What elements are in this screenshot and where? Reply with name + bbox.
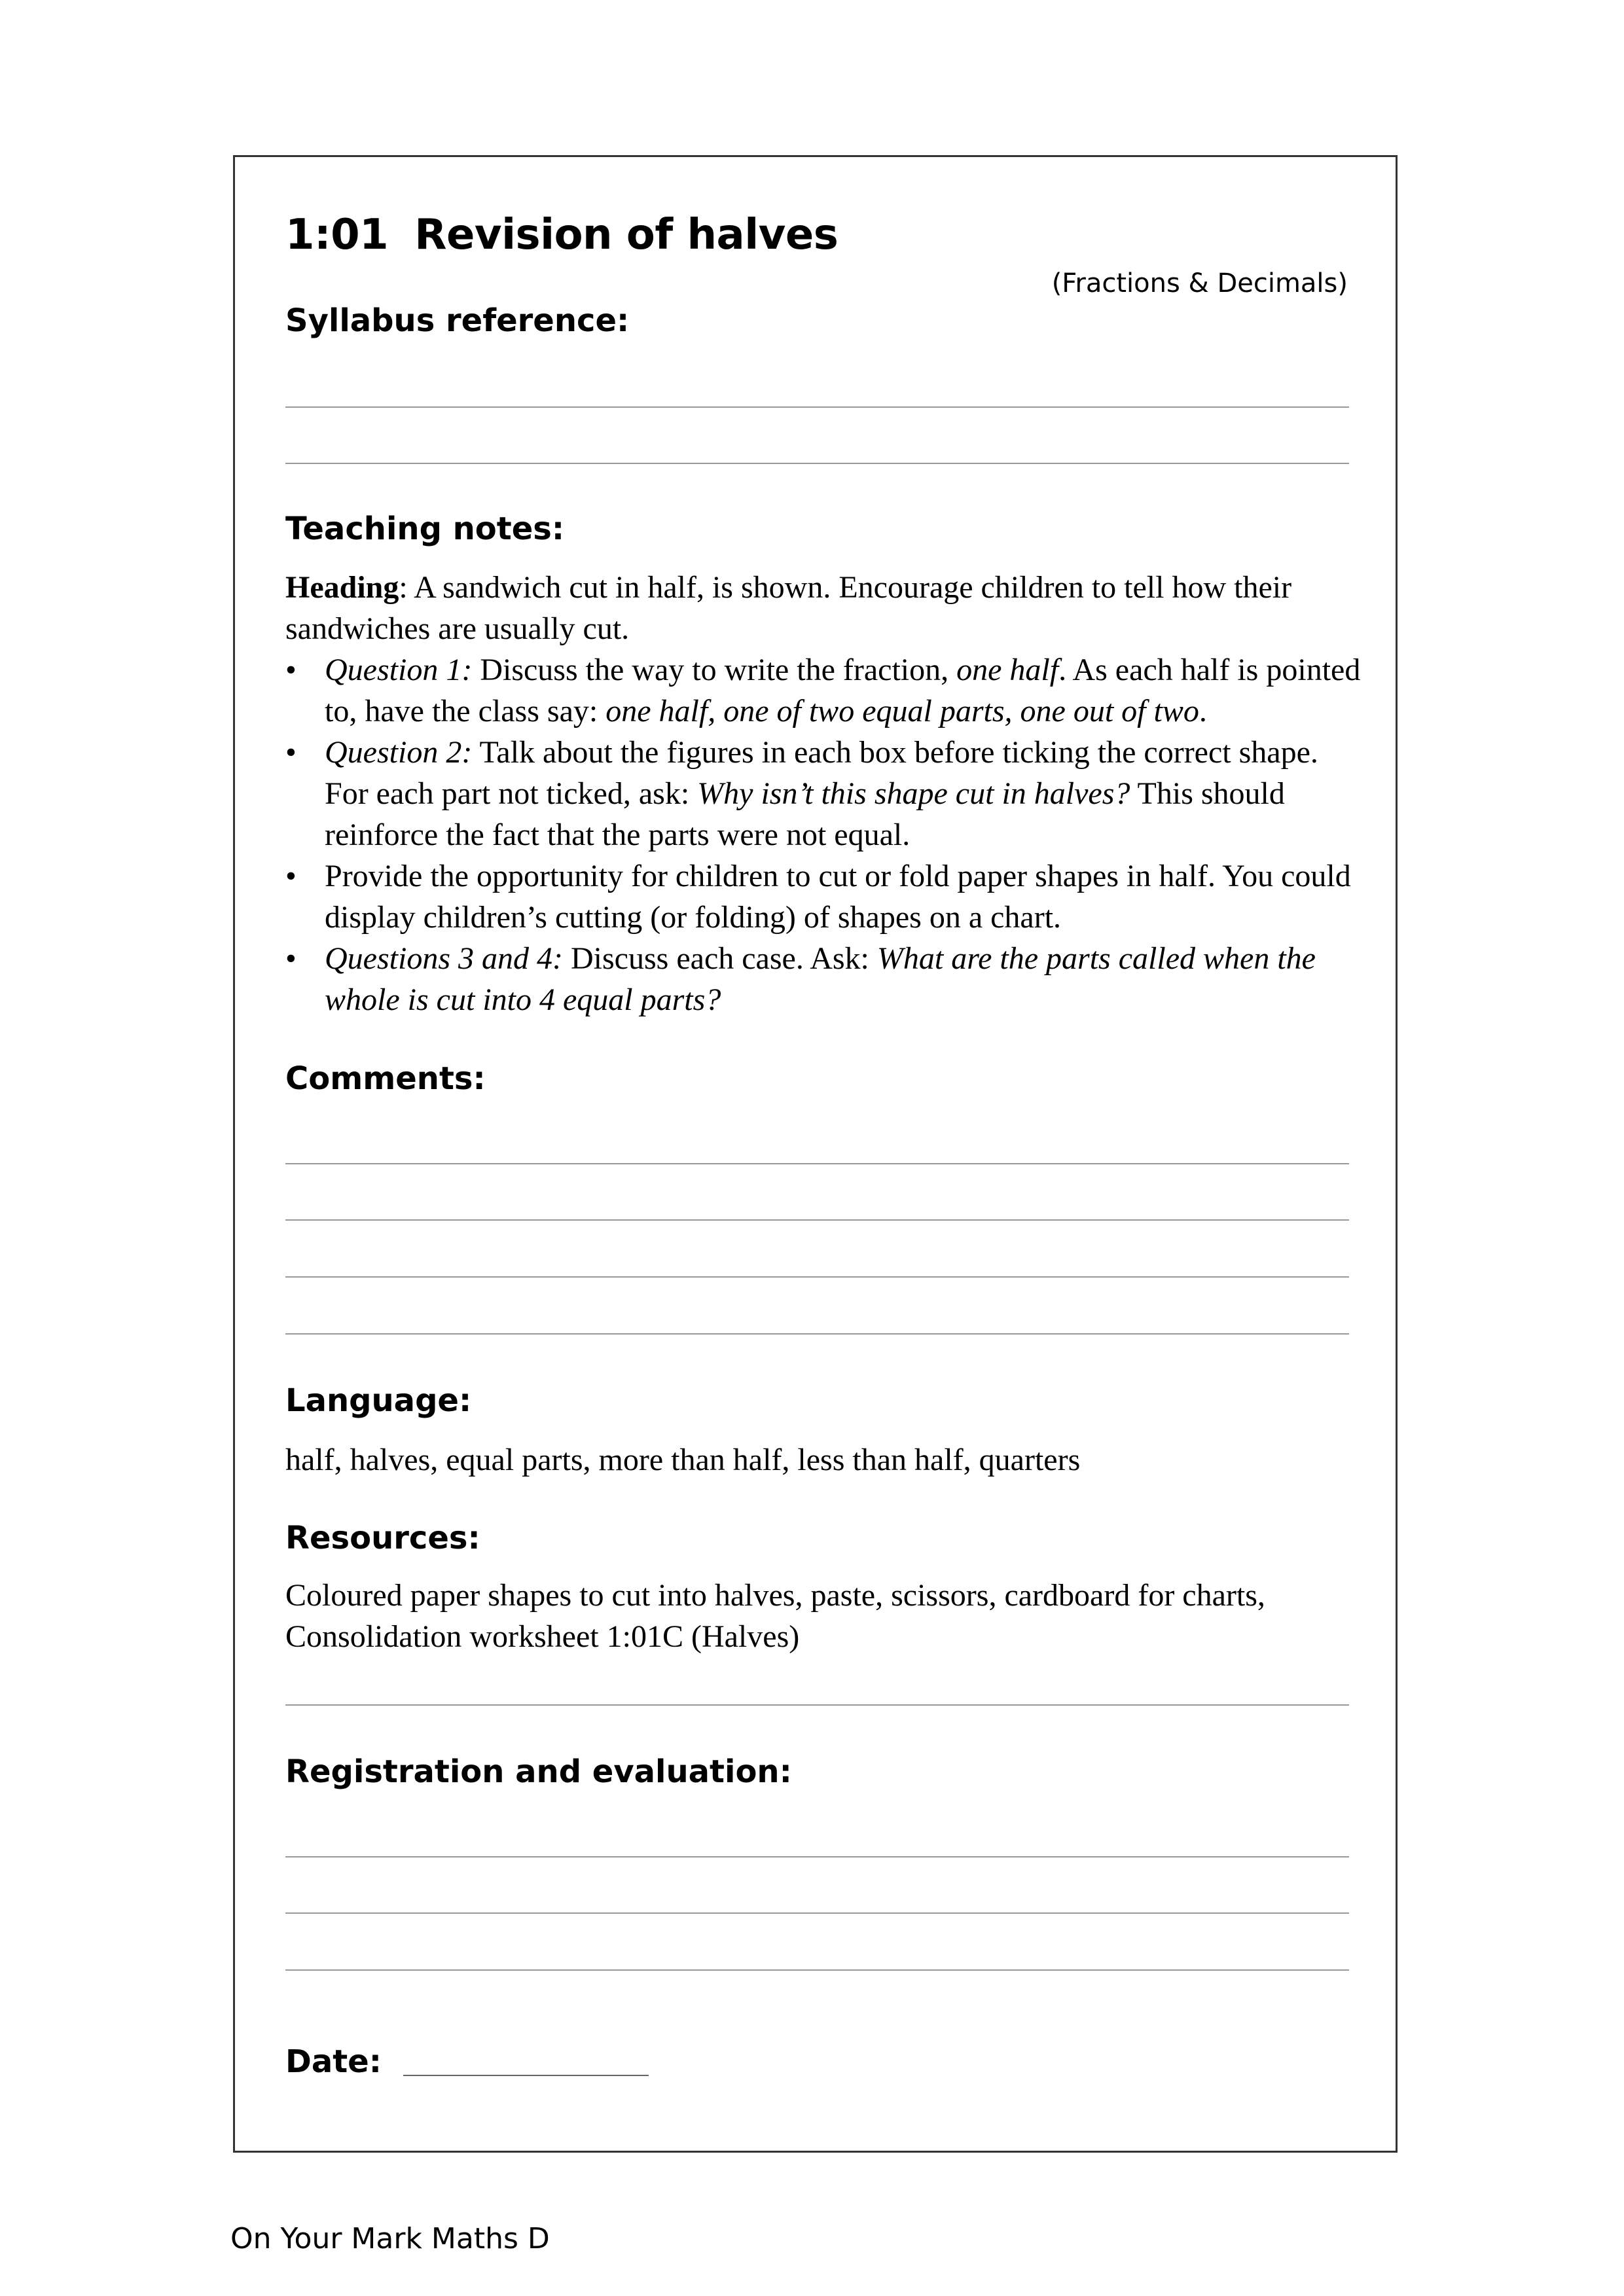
question-label: Questions 3 and 4: [325,941,563,976]
teaching-notes-heading: Teaching notes: [285,511,565,547]
bullet-icon: • [285,735,297,770]
heading-note-bold: Heading [285,570,399,605]
list-item [285,732,1365,855]
comments-heading: Comments: [285,1060,486,1097]
note-italic: one half, one of two equal parts, one out of two [605,694,1199,728]
heading-note [285,567,1365,649]
bullet-icon: • [285,859,297,893]
note-text: . As each half is pointed to, have the class say: [325,653,1361,728]
footer-text: On Your Mark Maths D [230,2222,550,2255]
lesson-title [285,211,838,259]
list-item [285,938,1365,1020]
comments-line-3[interactable] [285,1276,1349,1278]
bullet-icon: • [285,653,297,687]
registration-line-3[interactable] [285,1969,1349,1971]
language-heading: Language: [285,1382,472,1419]
date-label: Date: [285,2043,382,2080]
note-text: Discuss each case. Ask: [562,941,877,976]
topic-label: (Fractions & Decimals) [1051,268,1348,298]
registration-line-1[interactable] [285,1856,1349,1857]
syllabus-line-2[interactable] [285,463,1349,464]
note-text: This should reinforce the fact that the parts were not equal. [325,776,1285,852]
bullet-icon: • [285,941,297,976]
note-text: Discuss the way to write the fraction, [472,653,957,687]
note-italic: Why isn’t this shape cut in halves? [697,776,1130,811]
list-item [285,649,1365,732]
teaching-notes-body [285,567,1365,1020]
registration-heading: Registration and evaluation: [285,1753,792,1790]
note-text: Talk about the figures in each box before ticking the correct shape. For each part not ticked, ask: [325,735,1318,811]
note-text: . [1199,694,1207,728]
note-italic: What are the parts called when the whole is cut into 4 equal parts? [325,941,1316,1017]
resources-line[interactable] [285,1704,1349,1706]
syllabus-line-1[interactable] [285,406,1349,408]
question-label: Question 1: [325,653,473,687]
list-item [285,855,1365,938]
resources-heading: Resources: [285,1520,480,1556]
lesson-number: 1:01 [285,211,389,259]
teaching-notes-list [285,649,1365,1020]
registration-line-2[interactable] [285,1912,1349,1914]
heading-note-text: : A sandwich cut in half, is shown. Encourage children to tell how their sandwiches are usually cut. [285,570,1292,646]
question-label: Question 2: [325,735,473,770]
resources-text: Coloured paper shapes to cut into halves, paste, scissors, cardboard for charts, Consolidation worksheet 1:01C (Halves) [285,1578,1265,1654]
note-italic: one half [956,653,1059,687]
date-input-line[interactable] [403,2075,649,2076]
syllabus-heading: Syllabus reference: [285,302,630,339]
language-text: half, halves, equal parts, more than half, less than half, quarters [285,1443,1081,1477]
lesson-title-text: Revision of halves [414,211,839,259]
comments-line-4[interactable] [285,1333,1349,1335]
page-frame [233,155,1398,2153]
note-text: Provide the opportunity for children to cut or fold paper shapes in half. You could display children’s cutting (or folding) of shapes on a chart. [325,859,1351,935]
comments-line-1[interactable] [285,1163,1349,1164]
comments-line-2[interactable] [285,1219,1349,1221]
